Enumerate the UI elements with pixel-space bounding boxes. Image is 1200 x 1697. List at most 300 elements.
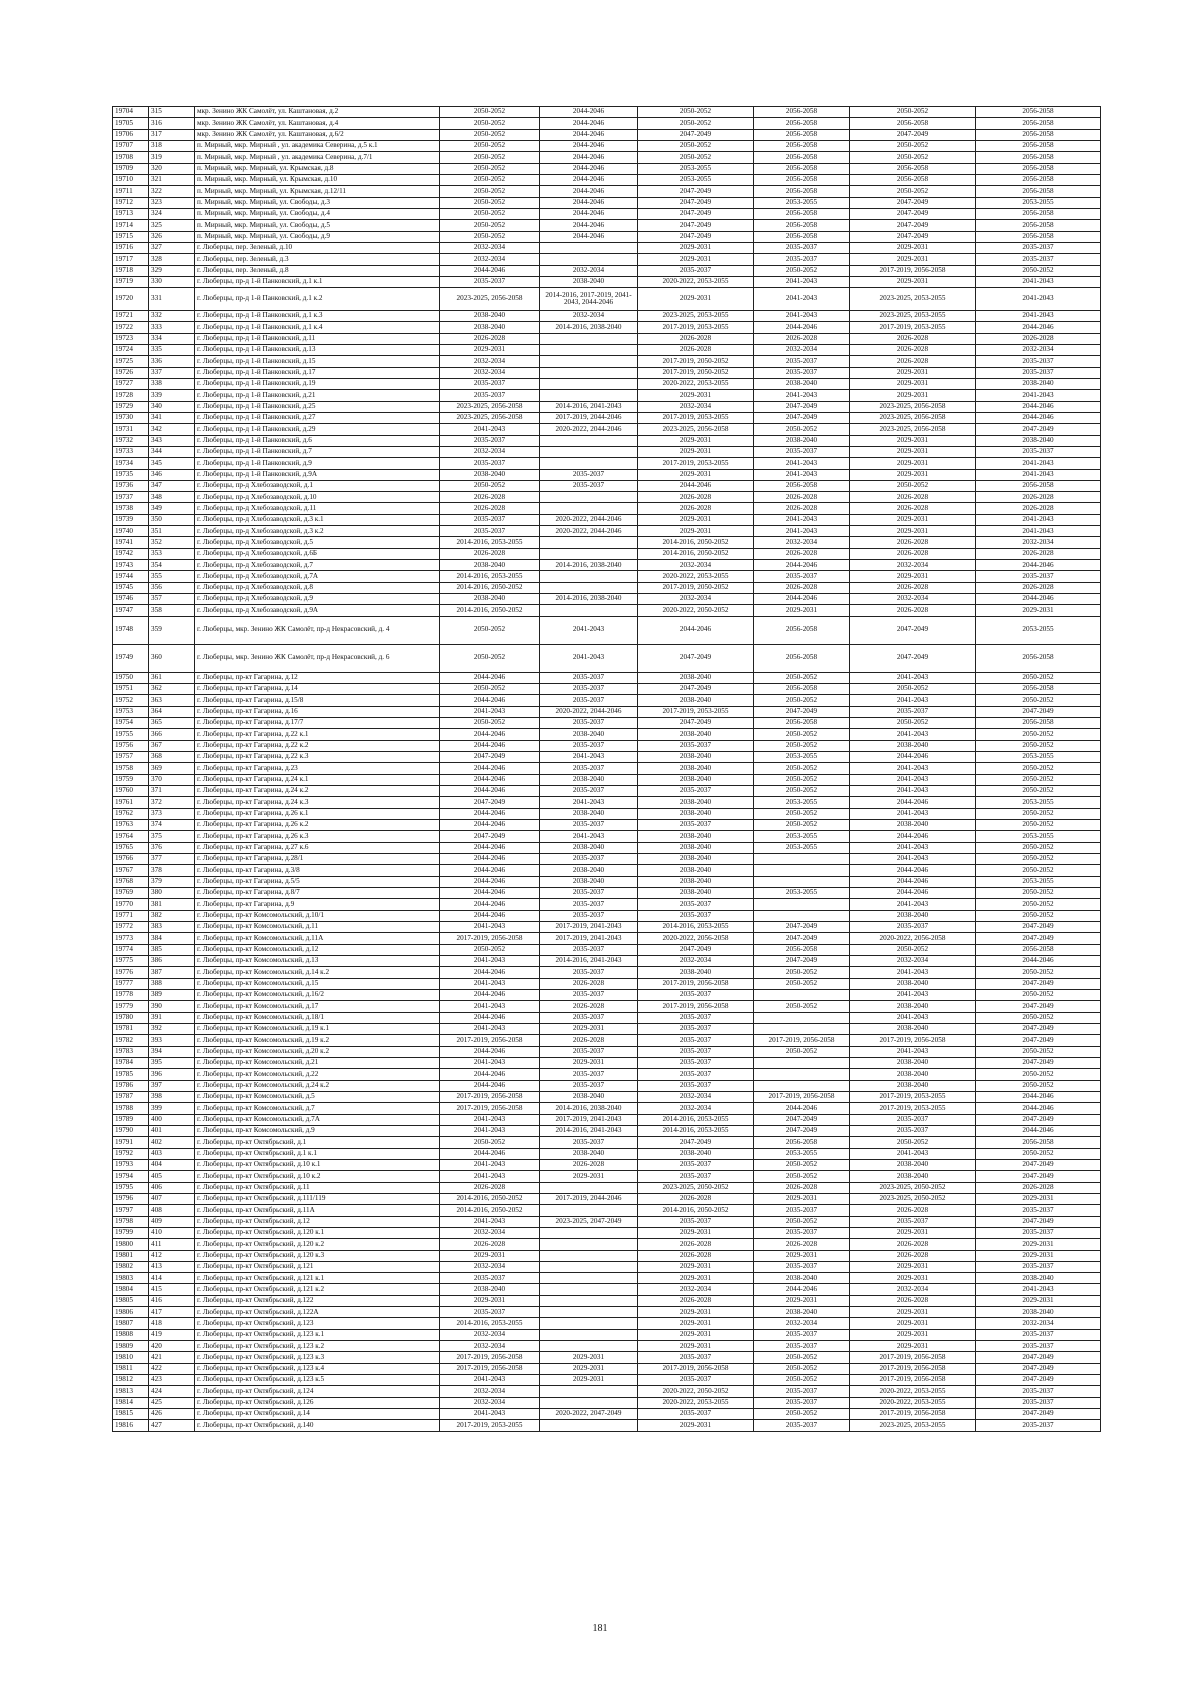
table-row [113, 446, 1101, 457]
period-cell-4: 2056-2058 [754, 1137, 850, 1148]
address-cell: г. Люберцы, пр-кт Комсомольский, д.7А [195, 1114, 440, 1125]
period-cell-1: 2035-2037 [440, 458, 540, 469]
period-cell-4: 2056-2058 [754, 644, 850, 672]
period-cell-6: 2047-2049 [976, 706, 1101, 717]
period-cell-3: 2029-2031 [638, 1318, 754, 1329]
period-cell-3: 2044-2046 [638, 480, 754, 491]
period-cell-6: 2050-2052 [976, 672, 1101, 683]
table-row [113, 808, 1101, 819]
period-cell-4: 2047-2049 [754, 706, 850, 717]
row-number-cell: 19762 [113, 808, 149, 819]
period-cell-1: 2017-2019, 2056-2058 [440, 933, 540, 944]
period-cell-1: 2014-2016, 2053-2055 [440, 537, 540, 548]
period-cell-4: 2050-2052 [754, 1363, 850, 1374]
table-row [113, 1386, 1101, 1397]
row-number-cell: 19790 [113, 1125, 149, 1136]
item-id-cell: 320 [149, 163, 195, 174]
period-cell-2: 2035-2037 [540, 672, 638, 683]
period-cell-4: 2035-2037 [754, 1261, 850, 1272]
period-cell-3: 2053-2055 [638, 174, 754, 185]
period-cell-5: 2047-2049 [850, 616, 976, 644]
row-number-cell: 19780 [113, 1012, 149, 1023]
row-number-cell: 19733 [113, 446, 149, 457]
period-cell-5: 2041-2043 [850, 729, 976, 740]
period-cell-4: 2047-2049 [754, 1114, 850, 1125]
address-cell: г. Люберцы, пр-кт Октябрьский, д.121 [195, 1261, 440, 1272]
period-cell-4: 2050-2052 [754, 1216, 850, 1227]
period-cell-1: 2044-2046 [440, 1046, 540, 1057]
period-cell-1: 2047-2049 [440, 752, 540, 763]
period-cell-4: 2017-2019, 2056-2058 [754, 1035, 850, 1046]
address-cell: г. Люберцы, пр-д Хлебозаводской, д.1 [195, 480, 440, 491]
period-cell-5: 2017-2019, 2056-2058 [850, 265, 976, 276]
period-cell-4: 2047-2049 [754, 401, 850, 412]
table-row [113, 1261, 1101, 1272]
item-id-cell: 367 [149, 740, 195, 751]
period-cell-3: 2026-2028 [638, 492, 754, 503]
item-id-cell: 399 [149, 1103, 195, 1114]
period-cell-4: 2029-2031 [754, 1250, 850, 1261]
period-cell-4: 2026-2028 [754, 333, 850, 344]
period-cell-4: 2026-2028 [754, 503, 850, 514]
row-number-cell: 19793 [113, 1159, 149, 1170]
item-id-cell: 422 [149, 1363, 195, 1374]
period-cell-3: 2032-2034 [638, 1284, 754, 1295]
period-cell-3: 2026-2028 [638, 503, 754, 514]
row-number-cell: 19808 [113, 1329, 149, 1340]
table-row [113, 1046, 1101, 1057]
period-cell-5: 2029-2031 [850, 469, 976, 480]
row-number-cell: 19781 [113, 1023, 149, 1034]
period-cell-6: 2035-2037 [976, 1341, 1101, 1352]
address-cell: г. Люберцы, пр-кт Октябрьский, д.11 [195, 1182, 440, 1193]
address-cell: г. Люберцы, пр-д Хлебозаводской, д.11 [195, 503, 440, 514]
period-cell-1: 2017-2019, 2056-2058 [440, 1035, 540, 1046]
address-cell: п. Мирный, мкр. Мирный, ул. Крымская, д.10 [195, 174, 440, 185]
period-cell-5: 2038-2040 [850, 1057, 976, 1068]
table-row [113, 740, 1101, 751]
address-cell: г. Люберцы, пр-кт Октябрьский, д.11А [195, 1205, 440, 1216]
table-row [113, 560, 1101, 571]
table-row [113, 412, 1101, 423]
row-number-cell: 19765 [113, 842, 149, 853]
period-cell-4 [754, 910, 850, 921]
table-row [113, 458, 1101, 469]
period-cell-2: 2035-2037 [540, 1137, 638, 1148]
period-cell-4: 2044-2046 [754, 1103, 850, 1114]
row-number-cell: 19717 [113, 254, 149, 265]
period-cell-6: 2050-2052 [976, 695, 1101, 706]
period-cell-3: 2038-2040 [638, 695, 754, 706]
period-cell-5: 2026-2028 [850, 548, 976, 559]
period-cell-2 [540, 503, 638, 514]
period-cell-3: 2047-2049 [638, 718, 754, 729]
period-cell-1: 2047-2049 [440, 797, 540, 808]
period-cell-4 [754, 1057, 850, 1068]
period-cell-3: 2023-2025, 2053-2055 [638, 310, 754, 321]
address-cell: г. Люберцы, пер. Зеленый, д.10 [195, 242, 440, 253]
period-cell-4: 2035-2037 [754, 446, 850, 457]
period-cell-4: 2053-2055 [754, 797, 850, 808]
period-cell-3: 2017-2019, 2050-2052 [638, 356, 754, 367]
period-cell-1: 2050-2052 [440, 129, 540, 140]
period-cell-6: 2050-2052 [976, 854, 1101, 865]
period-cell-2: 2017-2019, 2041-2043 [540, 933, 638, 944]
period-cell-1: 2044-2046 [440, 1080, 540, 1091]
period-cell-6: 2041-2043 [976, 288, 1101, 311]
period-cell-6: 2047-2049 [976, 921, 1101, 932]
period-cell-6: 2056-2058 [976, 684, 1101, 695]
period-cell-4: 2050-2052 [754, 1159, 850, 1170]
period-cell-6: 2047-2049 [976, 1171, 1101, 1182]
period-cell-5: 2026-2028 [850, 605, 976, 616]
table-row [113, 288, 1101, 311]
row-number-cell: 19797 [113, 1205, 149, 1216]
period-cell-4: 2056-2058 [754, 480, 850, 491]
period-cell-2: 2038-2040 [540, 1091, 638, 1102]
period-cell-3: 2038-2040 [638, 831, 754, 842]
period-cell-6: 2050-2052 [976, 740, 1101, 751]
item-id-cell: 345 [149, 458, 195, 469]
row-number-cell: 19767 [113, 865, 149, 876]
period-cell-3: 2029-2031 [638, 1227, 754, 1238]
period-cell-4: 2047-2049 [754, 1125, 850, 1136]
period-cell-5: 2029-2031 [850, 435, 976, 446]
period-cell-6: 2050-2052 [976, 888, 1101, 899]
item-id-cell: 348 [149, 492, 195, 503]
table-row [113, 163, 1101, 174]
period-cell-5: 2041-2043 [850, 1148, 976, 1159]
period-cell-3: 2029-2031 [638, 469, 754, 480]
item-id-cell: 325 [149, 220, 195, 231]
period-cell-4 [754, 865, 850, 876]
row-number-cell: 19737 [113, 492, 149, 503]
table-row [113, 492, 1101, 503]
period-cell-6: 2044-2046 [976, 594, 1101, 605]
period-cell-1: 2014-2016, 2050-2052 [440, 1205, 540, 1216]
item-id-cell: 397 [149, 1080, 195, 1091]
period-cell-5: 2041-2043 [850, 808, 976, 819]
period-cell-1: 2050-2052 [440, 1137, 540, 1148]
item-id-cell: 400 [149, 1114, 195, 1125]
period-cell-6: 2044-2046 [976, 412, 1101, 423]
period-cell-1: 2032-2034 [440, 1261, 540, 1272]
period-cell-6: 2041-2043 [976, 390, 1101, 401]
period-cell-6: 2047-2049 [976, 1352, 1101, 1363]
period-cell-6: 2035-2037 [976, 1397, 1101, 1408]
period-cell-3: 2035-2037 [638, 1409, 754, 1420]
table-row [113, 571, 1101, 582]
period-cell-6: 2056-2058 [976, 129, 1101, 140]
period-cell-6: 2056-2058 [976, 220, 1101, 231]
period-cell-5: 2029-2031 [850, 1227, 976, 1238]
period-cell-4: 2050-2052 [754, 808, 850, 819]
period-cell-4: 2035-2037 [754, 571, 850, 582]
period-cell-2: 2014-2016, 2017-2019, 2041-2043, 2044-2046 [540, 288, 638, 311]
item-id-cell: 343 [149, 435, 195, 446]
period-cell-3: 2026-2028 [638, 333, 754, 344]
item-id-cell: 362 [149, 684, 195, 695]
period-cell-3: 2014-2016, 2050-2052 [638, 1205, 754, 1216]
row-number-cell: 19713 [113, 208, 149, 219]
period-cell-4: 2050-2052 [754, 1001, 850, 1012]
row-number-cell: 19750 [113, 672, 149, 683]
row-number-cell: 19812 [113, 1375, 149, 1386]
row-number-cell: 19773 [113, 933, 149, 944]
period-cell-4 [754, 854, 850, 865]
period-cell-1: 2050-2052 [440, 684, 540, 695]
item-id-cell: 419 [149, 1329, 195, 1340]
period-cell-1: 2041-2043 [440, 1125, 540, 1136]
table-row [113, 1103, 1101, 1114]
period-cell-1: 2038-2040 [440, 594, 540, 605]
period-cell-5: 2041-2043 [850, 967, 976, 978]
period-cell-3: 2035-2037 [638, 899, 754, 910]
item-id-cell: 335 [149, 344, 195, 355]
row-number-cell: 19777 [113, 978, 149, 989]
period-cell-1: 2050-2052 [440, 140, 540, 151]
period-cell-1: 2041-2043 [440, 1409, 540, 1420]
item-id-cell: 417 [149, 1307, 195, 1318]
period-cell-5: 2041-2043 [850, 763, 976, 774]
item-id-cell: 407 [149, 1193, 195, 1204]
period-cell-6: 2041-2043 [976, 1284, 1101, 1295]
period-cell-2: 2035-2037 [540, 899, 638, 910]
table-row [113, 401, 1101, 412]
period-cell-3: 2035-2037 [638, 1057, 754, 1068]
row-number-cell: 19706 [113, 129, 149, 140]
period-cell-5: 2029-2031 [850, 1341, 976, 1352]
period-cell-2: 2029-2031 [540, 1352, 638, 1363]
table-row [113, 526, 1101, 537]
period-cell-6: 2050-2052 [976, 1148, 1101, 1159]
item-id-cell: 427 [149, 1420, 195, 1431]
address-cell: г. Люберцы, пр-д 1-й Панковский, д.19 [195, 378, 440, 389]
period-cell-1: 2017-2019, 2056-2058 [440, 1091, 540, 1102]
table-row [113, 706, 1101, 717]
period-cell-2: 2044-2046 [540, 129, 638, 140]
address-cell: г. Люберцы, пр-кт Комсомольский, д.15 [195, 978, 440, 989]
period-cell-1: 2041-2043 [440, 1375, 540, 1386]
period-cell-4: 2041-2043 [754, 276, 850, 287]
row-number-cell: 19802 [113, 1261, 149, 1272]
period-cell-2: 2035-2037 [540, 1080, 638, 1091]
period-cell-4: 2038-2040 [754, 1273, 850, 1284]
item-id-cell: 382 [149, 910, 195, 921]
period-cell-5: 2020-2022, 2056-2058 [850, 933, 976, 944]
table-row [113, 356, 1101, 367]
row-number-cell: 19711 [113, 186, 149, 197]
period-cell-3: 2038-2040 [638, 672, 754, 683]
period-cell-5: 2038-2040 [850, 1171, 976, 1182]
period-cell-2: 2014-2016, 2038-2040 [540, 322, 638, 333]
period-cell-4: 2026-2028 [754, 1239, 850, 1250]
schedule-table [112, 106, 1101, 1432]
period-cell-6: 2047-2049 [976, 1216, 1101, 1227]
row-number-cell: 19756 [113, 740, 149, 751]
table-row [113, 174, 1101, 185]
address-cell: г. Люберцы, пр-кт Комсомольский, д.13 [195, 955, 440, 966]
period-cell-5: 2029-2031 [850, 571, 976, 582]
period-cell-5: 2029-2031 [850, 514, 976, 525]
period-cell-6: 2050-2052 [976, 842, 1101, 853]
address-cell: г. Люберцы, пр-кт Комсомольский, д.24 к.2 [195, 1080, 440, 1091]
period-cell-3: 2035-2037 [638, 786, 754, 797]
row-number-cell: 19798 [113, 1216, 149, 1227]
period-cell-3: 2050-2052 [638, 140, 754, 151]
item-id-cell: 360 [149, 644, 195, 672]
address-cell: г. Люберцы, пр-кт Октябрьский, д.1 к.1 [195, 1148, 440, 1159]
row-number-cell: 19776 [113, 967, 149, 978]
address-cell: г. Люберцы, пр-кт Октябрьский, д.10 к.1 [195, 1159, 440, 1170]
address-cell: п. Мирный, мкр. Мирный, ул. Свободы, д.4 [195, 208, 440, 219]
period-cell-3: 2032-2034 [638, 401, 754, 412]
table-row [113, 197, 1101, 208]
period-cell-6: 2053-2055 [976, 616, 1101, 644]
period-cell-4: 2041-2043 [754, 458, 850, 469]
item-id-cell: 371 [149, 786, 195, 797]
period-cell-4: 2053-2055 [754, 831, 850, 842]
period-cell-4 [754, 1080, 850, 1091]
period-cell-2: 2041-2043 [540, 797, 638, 808]
period-cell-1: 2032-2034 [440, 1386, 540, 1397]
period-cell-2 [540, 571, 638, 582]
period-cell-1: 2017-2019, 2056-2058 [440, 1352, 540, 1363]
period-cell-5: 2032-2034 [850, 955, 976, 966]
period-cell-6: 2050-2052 [976, 989, 1101, 1000]
address-cell: г. Люберцы, пр-кт Комсомольский, д.12 [195, 944, 440, 955]
row-number-cell: 19769 [113, 888, 149, 899]
period-cell-4: 2038-2040 [754, 435, 850, 446]
period-cell-4: 2041-2043 [754, 469, 850, 480]
period-cell-1: 2044-2046 [440, 854, 540, 865]
item-id-cell: 361 [149, 672, 195, 683]
item-id-cell: 350 [149, 514, 195, 525]
item-id-cell: 356 [149, 582, 195, 593]
period-cell-5: 2050-2052 [850, 1137, 976, 1148]
period-cell-5: 2029-2031 [850, 526, 976, 537]
period-cell-2: 2038-2040 [540, 276, 638, 287]
address-cell: г. Люберцы, пр-кт Гагарина, д.22 к.2 [195, 740, 440, 751]
period-cell-5: 2038-2040 [850, 1023, 976, 1034]
row-number-cell: 19732 [113, 435, 149, 446]
period-cell-2: 2020-2022, 2044-2046 [540, 424, 638, 435]
item-id-cell: 403 [149, 1148, 195, 1159]
period-cell-5: 2035-2037 [850, 1216, 976, 1227]
row-number-cell: 19736 [113, 480, 149, 491]
table-row [113, 718, 1101, 729]
address-cell: г. Люберцы, пр-кт Комсомольский, д.19 к.2 [195, 1035, 440, 1046]
period-cell-5: 2029-2031 [850, 390, 976, 401]
period-cell-1: 2041-2043 [440, 921, 540, 932]
item-id-cell: 321 [149, 174, 195, 185]
item-id-cell: 327 [149, 242, 195, 253]
period-cell-5: 2044-2046 [850, 797, 976, 808]
table-row [113, 616, 1101, 644]
item-id-cell: 322 [149, 186, 195, 197]
period-cell-4: 2041-2043 [754, 310, 850, 321]
period-cell-6: 2035-2037 [976, 242, 1101, 253]
period-cell-1: 2029-2031 [440, 344, 540, 355]
period-cell-6: 2050-2052 [976, 1069, 1101, 1080]
period-cell-5: 2044-2046 [850, 831, 976, 842]
row-number-cell: 19749 [113, 644, 149, 672]
period-cell-4: 2056-2058 [754, 107, 850, 118]
period-cell-5: 2035-2037 [850, 1125, 976, 1136]
period-cell-5: 2041-2043 [850, 1046, 976, 1057]
period-cell-5: 2038-2040 [850, 1069, 976, 1080]
row-number-cell: 19782 [113, 1035, 149, 1046]
row-number-cell: 19789 [113, 1114, 149, 1125]
period-cell-3: 2017-2019, 2053-2055 [638, 458, 754, 469]
item-id-cell: 354 [149, 560, 195, 571]
period-cell-5: 2038-2040 [850, 820, 976, 831]
table-row [113, 1159, 1101, 1170]
item-id-cell: 420 [149, 1341, 195, 1352]
period-cell-5: 2056-2058 [850, 118, 976, 129]
table-body [113, 107, 1101, 1432]
item-id-cell: 317 [149, 129, 195, 140]
period-cell-1: 2044-2046 [440, 865, 540, 876]
period-cell-1: 2023-2025, 2056-2058 [440, 288, 540, 311]
period-cell-5: 2023-2025, 2056-2058 [850, 401, 976, 412]
row-number-cell: 19758 [113, 763, 149, 774]
period-cell-2: 2017-2019, 2044-2046 [540, 412, 638, 423]
period-cell-1: 2044-2046 [440, 1069, 540, 1080]
period-cell-3: 2017-2019, 2056-2058 [638, 1363, 754, 1374]
period-cell-3: 2032-2034 [638, 1103, 754, 1114]
address-cell: п. Мирный, мкр. Мирный, ул. Свободы, д.3 [195, 197, 440, 208]
period-cell-2: 2029-2031 [540, 1363, 638, 1374]
table-row [113, 1114, 1101, 1125]
period-cell-3: 2029-2031 [638, 1329, 754, 1340]
address-cell: г. Люберцы, пр-кт Комсомольский, д.14 к.2 [195, 967, 440, 978]
period-cell-6: 2029-2031 [976, 1193, 1101, 1204]
period-cell-4: 2041-2043 [754, 526, 850, 537]
period-cell-4: 2047-2049 [754, 921, 850, 932]
period-cell-4: 2038-2040 [754, 1307, 850, 1318]
period-cell-1: 2050-2052 [440, 644, 540, 672]
period-cell-3: 2020-2022, 2050-2052 [638, 605, 754, 616]
address-cell: г. Люберцы, пр-кт Октябрьский, д.111/119 [195, 1193, 440, 1204]
row-number-cell: 19741 [113, 537, 149, 548]
period-cell-4: 2035-2037 [754, 1227, 850, 1238]
item-id-cell: 370 [149, 774, 195, 785]
address-cell: г. Люберцы, пр-кт Гагарина, д.23 [195, 763, 440, 774]
period-cell-5: 2017-2019, 2056-2058 [850, 1363, 976, 1374]
period-cell-3: 2026-2028 [638, 1295, 754, 1306]
address-cell: г. Люберцы, пр-д Хлебозаводской, д.5 [195, 537, 440, 548]
table-row [113, 322, 1101, 333]
period-cell-5: 2026-2028 [850, 1205, 976, 1216]
period-cell-3: 2035-2037 [638, 1035, 754, 1046]
period-cell-3: 2038-2040 [638, 752, 754, 763]
period-cell-6: 2056-2058 [976, 944, 1101, 955]
item-id-cell: 396 [149, 1069, 195, 1080]
table-row [113, 933, 1101, 944]
table-row [113, 955, 1101, 966]
period-cell-2: 2044-2046 [540, 140, 638, 151]
period-cell-4: 2056-2058 [754, 231, 850, 242]
period-cell-1: 2032-2034 [440, 1341, 540, 1352]
period-cell-6: 2056-2058 [976, 480, 1101, 491]
address-cell: г. Люберцы, пр-д Хлебозаводской, д.7 [195, 560, 440, 571]
period-cell-6: 2056-2058 [976, 718, 1101, 729]
period-cell-4: 2041-2043 [754, 288, 850, 311]
item-id-cell: 374 [149, 820, 195, 831]
period-cell-1: 2044-2046 [440, 672, 540, 683]
period-cell-1: 2044-2046 [440, 989, 540, 1000]
